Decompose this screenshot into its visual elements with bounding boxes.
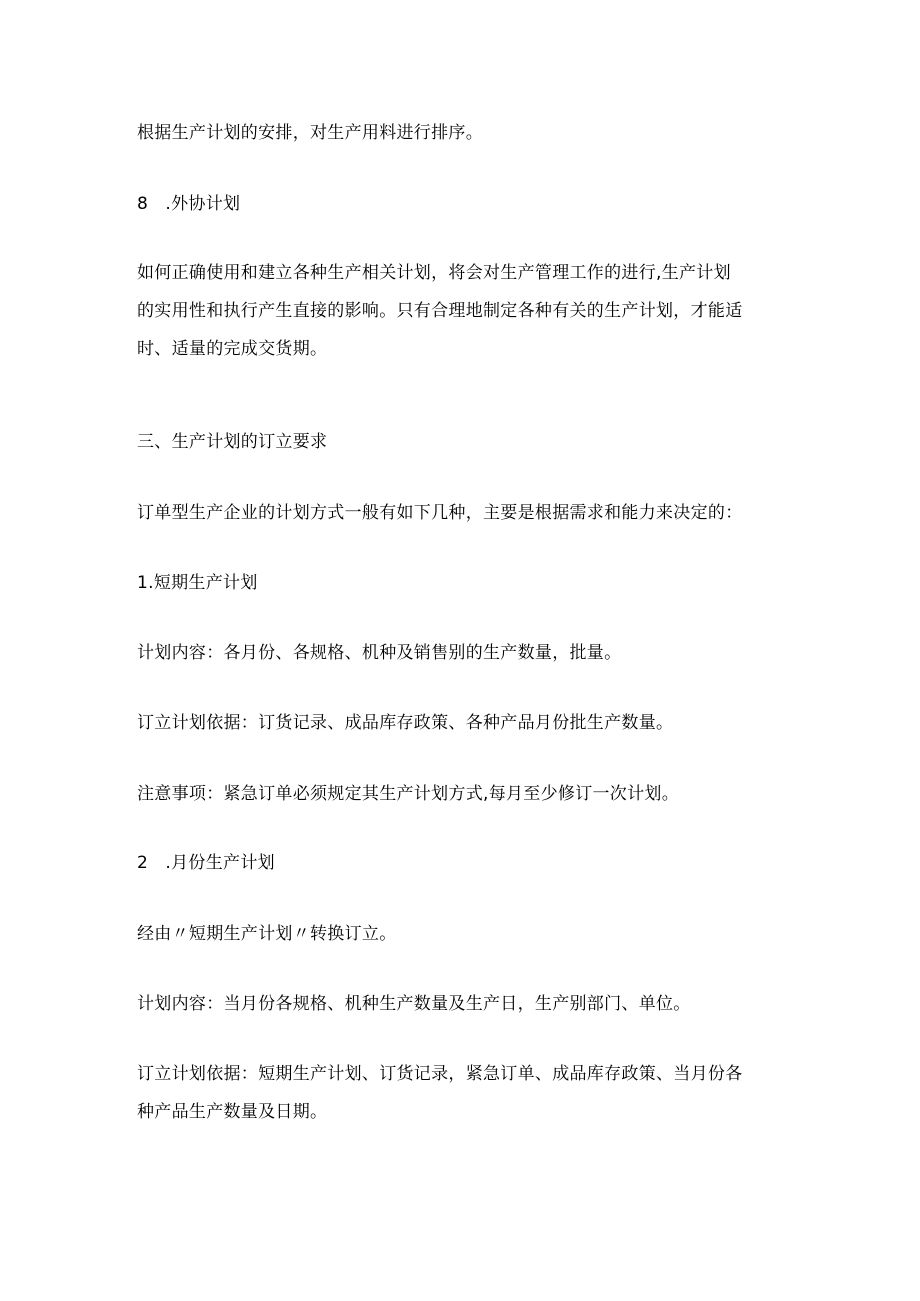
heading-plan-requirements: 三、生产计划的订立要求 — [137, 432, 328, 452]
paragraph-line: 时、适量的完成交货期。 — [137, 339, 328, 359]
paragraph-short-term-content: 计划内容：各月份、各规格、机种及销售别的生产数量，批量。 — [137, 643, 622, 663]
heading-outsourcing-plan: 8 .外协计划 — [137, 194, 241, 214]
heading-short-term-plan: 1.短期生产计划 — [137, 573, 258, 593]
paragraph-line: 的实用性和执行产生直接的影响。只有合理地制定各种有关的生产计划，才能适 — [137, 301, 743, 321]
paragraph-material-sequencing: 根据生产计划的安排，对生产用料进行排序。 — [137, 123, 483, 143]
paragraph-monthly-via: 经由〃短期生产计划〃转换订立。 — [137, 924, 397, 944]
paragraph-monthly-basis — [137, 1055, 797, 1131]
paragraph-short-term-notes: 注意事项：紧急订单必须规定其生产计划方式,每月至少修订一次计划。 — [137, 784, 680, 804]
paragraph-line: 如何正确使用和建立各种生产相关计划，将会对生产管理工作的进行,生产计划 — [137, 263, 731, 283]
paragraph-line: 种产品生产数量及日期。 — [137, 1102, 328, 1122]
heading-monthly-plan: 2 .月份生产计划 — [137, 853, 275, 873]
paragraph-short-term-basis: 订立计划依据：订货记录、成品库存政策、各种产品月份批生产数量。 — [137, 713, 674, 733]
paragraph-plan-methods: 订单型生产企业的计划方式一般有如下几种，主要是根据需求和能力来决定的： — [137, 503, 743, 523]
paragraph-plan-importance — [137, 254, 797, 368]
paragraph-line: 订立计划依据：短期生产计划、订货记录，紧急订单、成品库存政策、当月份各 — [137, 1064, 743, 1084]
paragraph-monthly-content: 计划内容：当月份各规格、机种生产数量及生产日，生产别部门、单位。 — [137, 994, 691, 1014]
